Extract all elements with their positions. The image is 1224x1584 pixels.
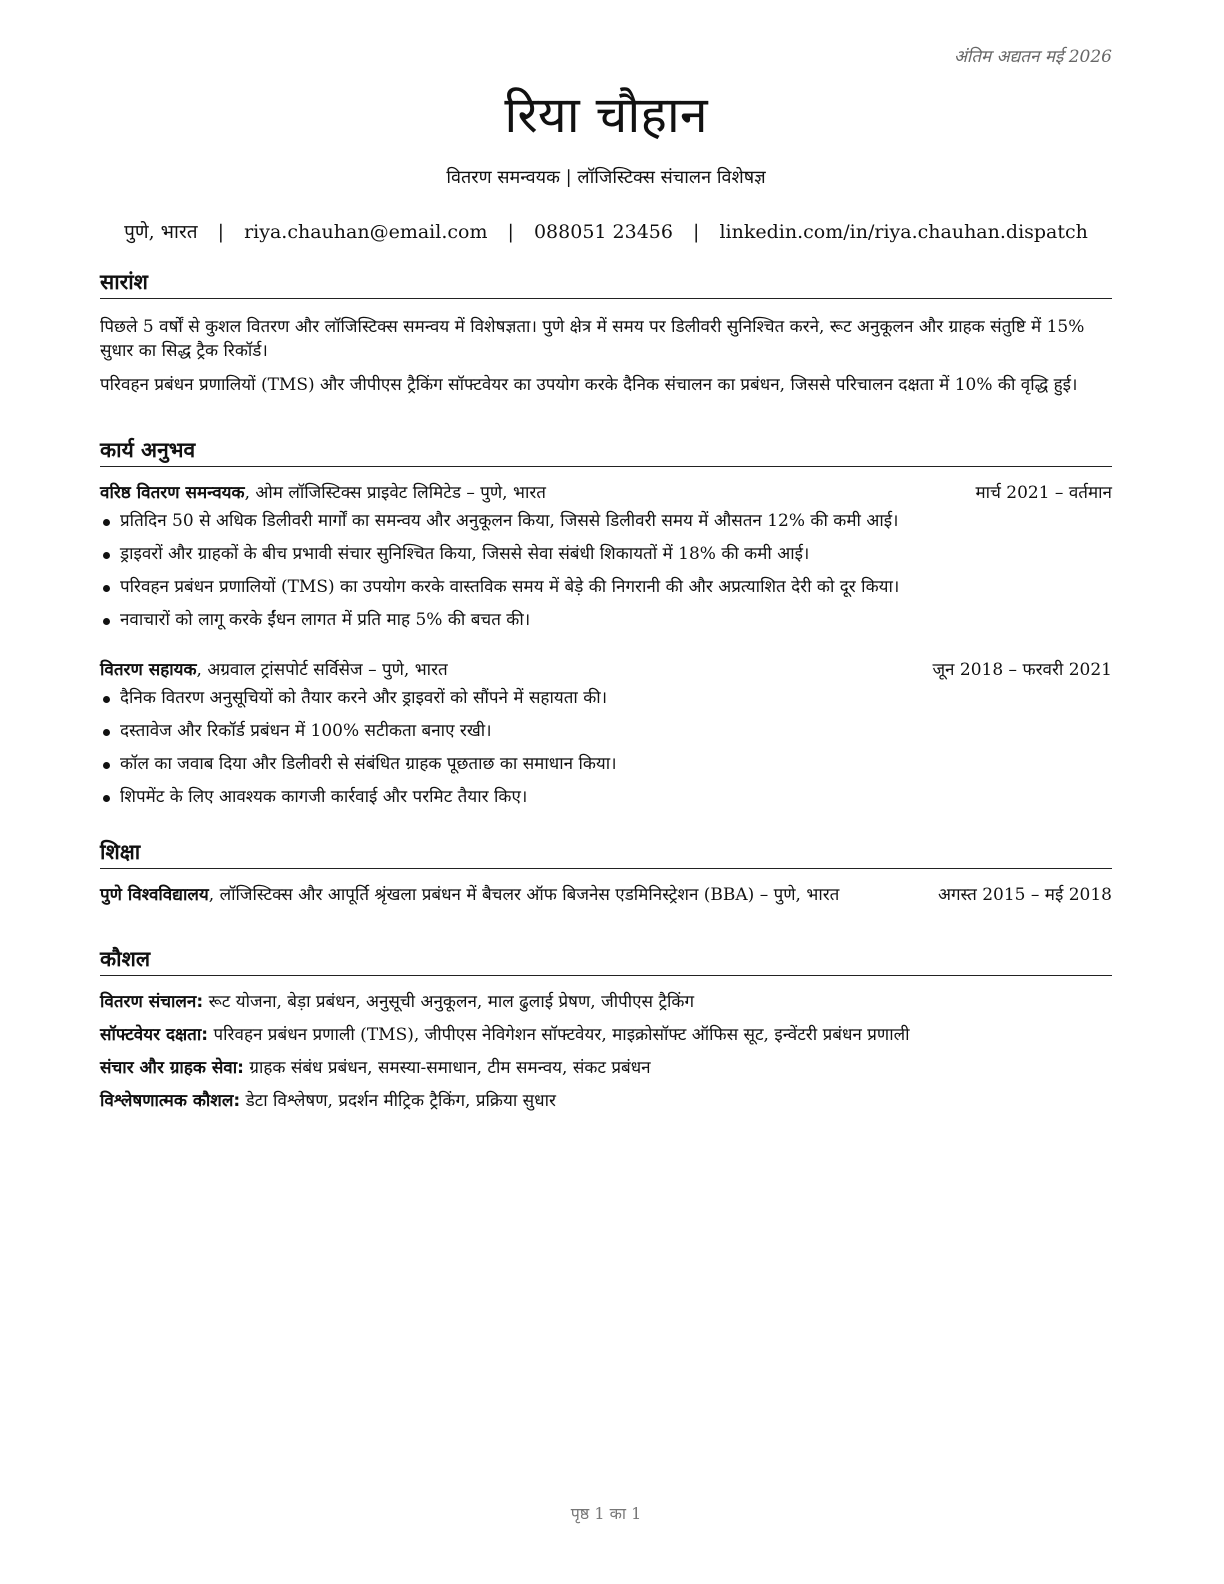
job-company: , ओम लॉजिस्टिक्स प्राइवेट लिमिटेड – पुणे, भारत xyxy=(244,483,546,503)
resume-page xyxy=(100,0,1112,1584)
contact-separator: | xyxy=(507,221,514,243)
job-bullet: परिवहन प्रबंधन प्रणालियों (TMS) का उपयोग करके वास्तविक समय में बेड़े की निगरानी की और अप्रत्याशित देरी को दूर किया। xyxy=(100,575,1112,599)
job-entry xyxy=(100,481,1112,632)
job-bullet-list xyxy=(100,509,1112,632)
education-entry xyxy=(100,883,1112,907)
education-dates: अगस्त 2015 – मई 2018 xyxy=(937,885,1112,905)
experience-section xyxy=(100,436,1112,809)
job-bullet: शिपमेंट के लिए आवश्यक कागजी कार्रवाई और परमिट तैयार किए। xyxy=(100,785,1112,809)
education-section xyxy=(100,838,1112,907)
job-bullet: दस्तावेज और रिकॉर्ड प्रबंधन में 100% सटीकता बनाए रखी। xyxy=(100,719,1112,743)
job-header xyxy=(100,658,1112,682)
skill-value: रूट योजना, बेड़ा प्रबंधन, अनुसूची अनुकूलन, माल ढुलाई प्रेषण, जीपीएस ट्रैकिंग xyxy=(203,992,695,1012)
contact-linkedin-link[interactable]: linkedin.com/in/riya.chauhan.dispatch xyxy=(719,221,1088,243)
job-bullet: दैनिक वितरण अनुसूचियों को तैयार करने और ड्राइवरों को सौंपने में सहायता की। xyxy=(100,686,1112,710)
skill-row xyxy=(100,1089,1112,1113)
skill-value: ग्राहक संबंध प्रबंधन, समस्या-समाधान, टीम समन्वय, संकट प्रबंधन xyxy=(243,1058,651,1078)
section-title-summary: सारांश xyxy=(100,268,1112,299)
skill-label: विश्लेषणात्मक कौशल: xyxy=(100,1091,241,1111)
job-bullet: प्रतिदिन 50 से अधिक डिलीवरी मार्गों का समन्वय और अनुकूलन किया, जिससे डिलीवरी समय में औसतन 12% की कमी आई। xyxy=(100,509,1112,533)
candidate-tagline: वितरण समन्वयक | लॉजिस्टिक्स संचालन विशेषज्ञ xyxy=(446,167,766,188)
job-entry xyxy=(100,658,1112,809)
job-role: वरिष्ठ वितरण समन्वयक xyxy=(100,483,245,503)
education-institution: पुणे विश्वविद्यालय xyxy=(100,885,209,905)
skill-row xyxy=(100,1023,1112,1047)
skill-value: परिवहन प्रबंधन प्रणाली (TMS), जीपीएस नेविगेशन सॉफ्टवेयर, माइक्रोसॉफ्ट ऑफिस सूट, इन्वेंटरी प्रबंधन प्रणाली xyxy=(208,1025,910,1045)
job-bullet: ड्राइवरों और ग्राहकों के बीच प्रभावी संचार सुनिश्चित किया, जिससे सेवा संबंधी शिकायतों में 18% की कमी आई। xyxy=(100,542,1112,566)
section-title-experience: कार्य अनुभव xyxy=(100,436,1112,467)
contact-line xyxy=(100,218,1112,244)
job-role: वितरण सहायक xyxy=(100,660,197,680)
contact-phone: 088051 23456 xyxy=(533,221,673,243)
section-title-skills: कौशल xyxy=(100,945,1112,976)
job-title-line xyxy=(100,658,448,682)
section-title-education: शिक्षा xyxy=(100,838,1112,869)
summary-paragraph: पिछले 5 वर्षों से कुशल वितरण और लॉजिस्टिक्स समन्वय में विशेषज्ञता। पुणे क्षेत्र में समय पर डिलीवरी सुनिश्चित करने, रूट अनुकूलन और ग्राहक संतुष्टि में 15% सुधार का सिद्ध ट्रैक रिकॉर्ड। xyxy=(100,317,1085,361)
contact-email-link[interactable]: riya.chauhan@email.com xyxy=(244,221,488,243)
skill-row xyxy=(100,990,1112,1014)
job-bullet: नवाचारों को लागू करके ईंधन लागत में प्रति माह 5% की बचत की। xyxy=(100,608,1112,632)
job-bullet: कॉल का जवाब दिया और डिलीवरी से संबंधित ग्राहक पूछताछ का समाधान किया। xyxy=(100,752,1112,776)
last-updated-note: अंतिम अद्यतन मई 2026 xyxy=(953,47,1112,67)
skill-label: सॉफ्टवेयर दक्षता: xyxy=(100,1025,209,1045)
job-company: , अग्रवाल ट्रांसपोर्ट सर्विसेज – पुणे, भारत xyxy=(196,660,448,680)
education-line xyxy=(100,883,839,907)
skill-label: वितरण संचालन: xyxy=(100,992,204,1012)
candidate-name: रिया चौहान xyxy=(504,86,708,144)
job-bullet-list xyxy=(100,686,1112,809)
summary-paragraph: परिवहन प्रबंधन प्रणालियों (TMS) और जीपीएस ट्रैकिंग सॉफ्टवेयर का उपयोग करके दैनिक संचालन का प्रबंधन, जिससे परिचालन दक्षता में 10% की वृद्धि हुई। xyxy=(100,375,1078,395)
skill-value: डेटा विश्लेषण, प्रदर्शन मीट्रिक ट्रैकिंग, प्रक्रिया सुधार xyxy=(240,1091,556,1111)
skill-label: संचार और ग्राहक सेवा: xyxy=(100,1058,244,1078)
job-dates: जून 2018 – फरवरी 2021 xyxy=(932,660,1112,680)
summary-section xyxy=(100,268,1112,397)
skill-row xyxy=(100,1056,1112,1080)
contact-separator: | xyxy=(217,221,225,243)
page-number: पृष्ठ 1 का 1 xyxy=(570,1504,642,1523)
contact-location: पुणे, भारत xyxy=(124,221,198,243)
skills-section xyxy=(100,945,1112,1113)
job-header xyxy=(100,481,1112,505)
contact-separator: | xyxy=(693,221,700,243)
education-detail: , लॉजिस्टिक्स और आपूर्ति श्रृंखला प्रबंधन में बैचलर ऑफ बिजनेस एडमिनिस्ट्रेशन (BBA) – पुणे, भारत xyxy=(208,885,840,905)
job-title-line xyxy=(100,481,546,505)
job-dates: मार्च 2021 – वर्तमान xyxy=(975,483,1112,503)
